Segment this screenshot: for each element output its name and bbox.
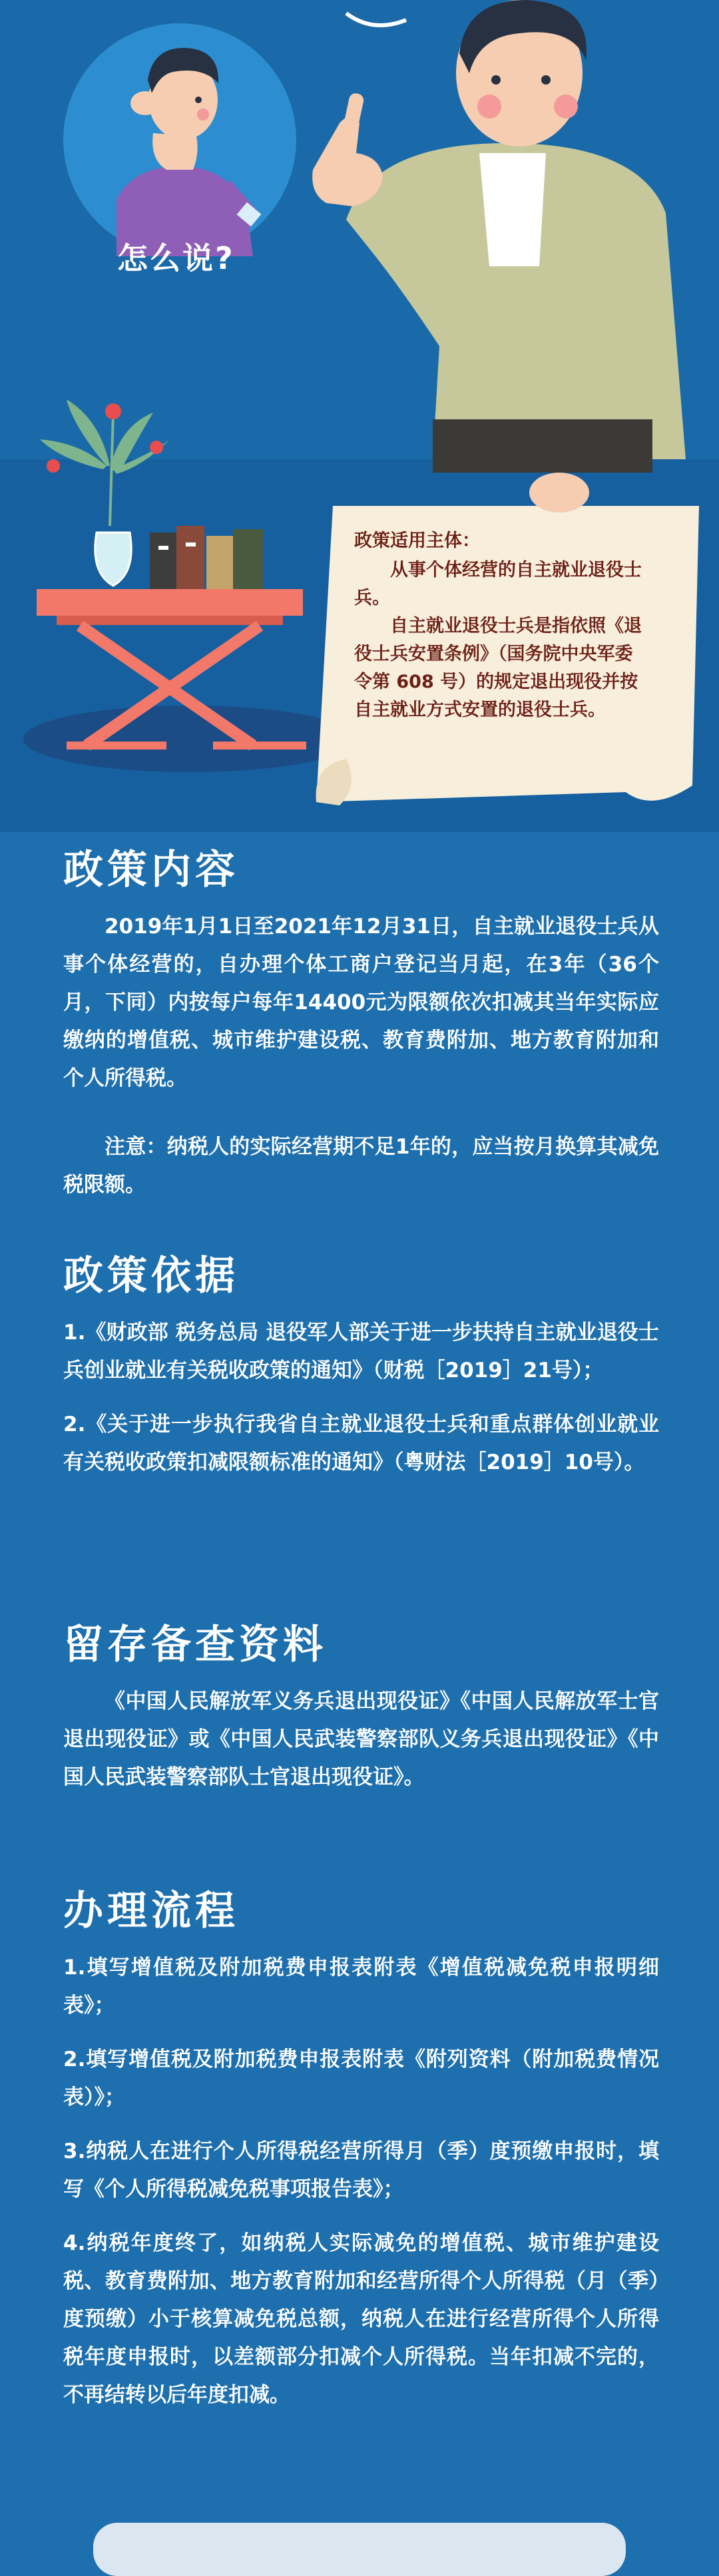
list-item: 3.纳税人在进行个人所得税经营所得月（季）度预缴申报时，填写《个人所得税减免税事项报告表》； bbox=[63, 2139, 659, 2201]
section-policy-content bbox=[63, 844, 659, 1204]
paper-title: 政策适用主体： bbox=[354, 531, 480, 551]
paragraph: 《中国人民解放军义务兵退出现役证》《中国人民解放军士官退出现役证》或《中国人民武装警察部队义务兵退出现役证》《中国人民武装警察部队士官退出现役证》。 bbox=[63, 1689, 659, 1789]
section-policy-basis bbox=[63, 1250, 659, 1498]
list-item: 2.《关于进一步执行我省自主就业退役士兵和重点群体创业就业有关税收政策扣减限额标准的通知》（粤财法［2019］10号）。 bbox=[63, 1412, 659, 1474]
section-heading: 政策依据 bbox=[63, 1253, 239, 1299]
section-heading: 办理流程 bbox=[63, 1888, 239, 1934]
paper-line-1: 从事个体经营的自主就业退役士兵。 bbox=[354, 560, 642, 608]
thinking-man-illustration bbox=[63, 23, 296, 256]
footer-card bbox=[93, 2523, 626, 2576]
list-item: 2.填写增值税及附加税费申报表附表《附列资料（附加税费情况表）》； bbox=[63, 2047, 659, 2109]
question-label: 怎么说? bbox=[117, 240, 235, 276]
books-icon bbox=[150, 526, 263, 596]
floor-shadow bbox=[23, 706, 356, 772]
section-records bbox=[63, 1619, 659, 1797]
paper-line-2: 自主就业退役士兵是指依照《退役士兵安置条例》（国务院中央军委令第 608 号）的规定退出现役并按自主就业方式安置的退役士兵。 bbox=[354, 616, 642, 720]
section-heading: 政策内容 bbox=[63, 847, 239, 893]
section-process bbox=[63, 1885, 659, 2430]
list-item: 4.纳税年度终了，如纳税人实际减免的增值税、城市维护建设税、教育费附加、地方教育附加和经营所得个人所得税（月（季）度预缴）小于核算减免税总额，纳税人在进行经营所得个人所得税年度申报时，以差额部分扣减个人所得税。当年扣减不完的，不再结转以后年度扣减。 bbox=[63, 2231, 659, 2407]
list-item: 1.填写增值税及附加税费申报表附表《增值税减免税申报明细表》； bbox=[63, 1956, 659, 2018]
note-paragraph: 注意：纳税人的实际经营期不足1年的，应当按月换算其减免税限额。 bbox=[63, 1135, 659, 1197]
paragraph: 2019年1月1日至2021年12月31日，自主就业退役士兵从事个体经营的，自办理个体工商户登记当月起，在3年（36个月，下同）内按每户每年14400元为限额依次扣减其当年实际应缴纳的增值税、城市维护建设税、教育费附加、地方教育附加和个人所得税。 bbox=[63, 915, 659, 1090]
hero-illustration bbox=[0, 0, 719, 832]
section-heading: 留存备查资料 bbox=[63, 1621, 327, 1668]
paper-text bbox=[354, 527, 647, 724]
list-item: 1.《财政部 税务总局 退役军人部关于进一步扶持自主就业退役士兵创业就业有关税收政策的通知》（财税［2019］21号）； bbox=[63, 1321, 659, 1383]
